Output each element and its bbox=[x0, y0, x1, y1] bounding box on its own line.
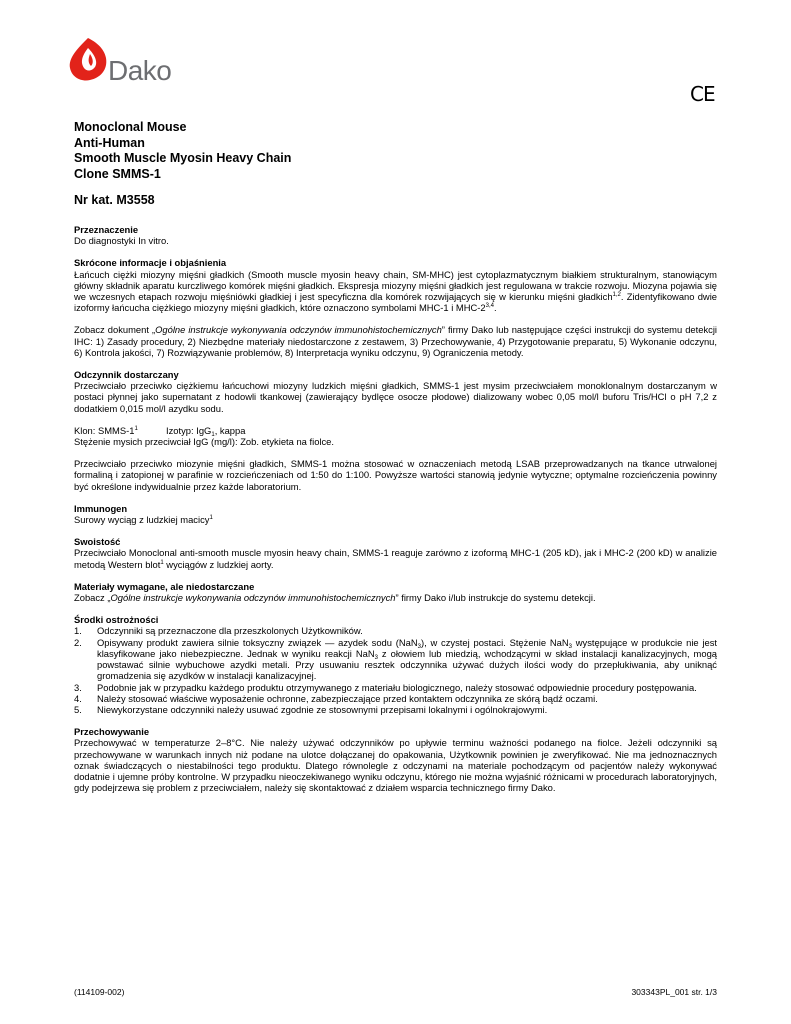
section-heading: Przeznaczenie bbox=[74, 224, 139, 235]
section-paragraph: Przeciwciało przeciwko miozynie mięśni gładkich, SMMS-1 można stosować w oznaczeniach metodą LSAB przeprowadzanych na tkance utrwalonej formaliną i zatopionej w parafinie w rozcieńczeniach od 1:50 do 1:100. Powyższe wartości stanowią jedynie wytyczne; optymalne rozcieńczenia powinny być określone indywidualnie przez każde laboratorium. bbox=[74, 458, 717, 492]
title-line: Anti-Human bbox=[74, 135, 145, 150]
concentration-line: Stężenie mysich przeciwciał IgG (mg/l): Zob. etykieta na fiolce. bbox=[74, 436, 334, 448]
list-item: 1. Odczynniki są przeznaczone dla przeszkolonych Użytkowników. bbox=[74, 625, 363, 637]
section-heading: Skrócone informacje i objaśnienia bbox=[74, 257, 227, 269]
section-paragraph: Zobacz dokument „Ogólne instrukcje wykonywania odczynów immunohistochemicznych” firmy Dako lub następujące części instrukcji do systemu detekcji IHC: 1) Zasady procedury, 2) Niezbędne materiały niedostarczone z zestawem, 3) Przechowywanie, 4) Przygotowanie preparatu, 5) Wykonanie odczynu, 6) Kontrola jakości, 7) Rozwiązywanie problemów, 8) Interpretacja wyniku odczynu, 9) Ograniczenia metody. bbox=[74, 324, 718, 358]
list-item: 2. Opisywany produkt zawiera silnie toksyczny związek — azydek sodu (NaN$_3$), w czystej postaci. Stężenie NaN$_3$ występujące w produkcie nie jest klasyfikowane jako niebezpieczne. Jednak w wyniku reakcji NaN$_3$ z ołowiem lub miedzią, wchodzącymi w skład instalacji kanalizacyjnych, mogą powstawać silnie wybuchowe azydki metali. Przy usuwaniu resztek odczynnika używać dużych ilości wody do przepłukiwania, aby uniknąć gromadzenia się azydków w instalacji kanalizacyjnej. bbox=[74, 636, 717, 682]
section-paragraph: Przeciwciało przeciwko ciężkiemu łańcuchowi miozyny ludzkich mięśni gładkich, SMMS-1 jest mysim przeciwciałem monoklonalnym dostarczanym w postaci płynnej jako supernatant z hodowli tkankowej (zawierający bydlęce osocze płodowe) dializowany wobec 0,05 mol/l buforu Tris/HCl o pH 7,2 z dodatkiem 0,015 mol/l azydku sodu. bbox=[74, 380, 717, 414]
list-item: 5. Niewykorzystane odczynniki należy usuwać zgodnie ze stosownymi przepisami lokalnymi i ogólnokrajowymi. bbox=[74, 703, 548, 715]
precautions-list bbox=[74, 625, 717, 715]
document-body bbox=[74, 224, 717, 793]
section-heading: Odczynnik dostarczany bbox=[74, 369, 179, 381]
product-title-block bbox=[74, 120, 291, 182]
logo-text: Dako bbox=[108, 55, 172, 86]
section-paragraph: Zobacz „Ogólne instrukcje wykonywania odczynów immunohistochemicznych” firmy Dako i/lub instrukcje do systemu detekcji. bbox=[74, 592, 596, 604]
section-paragraph: Przeciwciało Monoclonal anti-smooth muscle myosin heavy chain, SMMS-1 reaguje zarówno z izoformą MHC-1 (205 kD), jak i MHC-2 (200 kD) w analizie metodą Western blot$^1$ wyciągów z ludzkiej aorty. bbox=[74, 547, 717, 570]
dako-drop-icon bbox=[68, 36, 108, 82]
section-heading: Immunogen bbox=[74, 502, 128, 514]
footer-page-number: 303343PL_001 str. 1/3 bbox=[631, 987, 717, 997]
section-heading: Materiały wymagane, ale niedostarczane bbox=[74, 580, 255, 592]
section-heading: Środki ostrożności bbox=[74, 614, 159, 626]
title-line: Monoclonal Mouse bbox=[74, 120, 187, 134]
title-line: Smooth Muscle Myosin Heavy Chain bbox=[74, 151, 292, 165]
section-paragraph: Przechowywać w temperaturze 2–8°C. Nie należy używać odczynników po upływie terminu ważności podanego na fiolce. Jeżeli odczynniki są przechowywane w warunkach innych niż podane na ulotce dołączanej do opakowania, Użytkownik powinien je zweryfikować. Nie ma jednoznacznych oznak świadczących o niestabilności tego produktu. Dlatego równolegle z odczynami na materiale pochodzącym od pacjentów należy wykonywać dodatnie i ujemne próby kontrolne. W przypadku nieoczekiwanego wyniku odczynu, którego nie można wyjaśnić różnicami w procedurach laboratoryjnych, gdy podejrzewa się problem z przeciwciałem, należy się skontaktować z działem wsparcia technicznego firmy Dako. bbox=[74, 737, 717, 794]
clone-line: Klon: SMMS-$1^1$ Izotyp: IgG$_1$, kappa bbox=[74, 424, 246, 438]
section-text: Surowy wyciąg z ludzkiej macicy$^1$ bbox=[74, 514, 213, 526]
section-text: Do diagnostyki In vitro. bbox=[74, 235, 169, 247]
dako-logo bbox=[68, 36, 188, 84]
title-line: Clone SMMS-1 bbox=[74, 166, 161, 181]
ce-mark: CE bbox=[690, 82, 715, 106]
footer-code: (114109-002) bbox=[74, 987, 125, 997]
list-item: 4. Należy stosować właściwe wyposażenie ochronne, zabezpieczające przed kontaktem odczynnika ze skórą bądź oczami. bbox=[74, 692, 598, 704]
section-heading: Przechowywanie bbox=[74, 726, 150, 738]
section-heading: Swoistość bbox=[74, 536, 121, 548]
list-item: 3. Podobnie jak w przypadku każdego produktu otrzymywanego z materiału biologicznego, należy stosować odpowiednie procedury postępowania. bbox=[74, 681, 697, 693]
section-paragraph: Łańcuch ciężki miozyny mięśni gładkich (Smooth muscle myosin heavy chain, SM-MHC) jest cytoplazmatycznym białkiem strukturalnym, stanowiącym główny składnik aparatu kurczliwego komórek mięśni gładkich. Ekspresja miozyny mięśni gładkich jest regulowana w trakcie rozwoju. Miozyna pojawia się we wczesnych etapach rozwoju mięśniówki gładkiej i jest specyficzna dla komórek rozwijających się w kierunku mięśni gładkich$^{1,2}$. Zidentyfikowano dwie izoformy łańcucha ciężkiego miozyny mięśni gładkich, które oznaczono symbolami MHC-1 i MHC-2$^{3,4}$. bbox=[74, 268, 717, 314]
catalog-number: Nr kat. M3558 bbox=[74, 193, 155, 207]
